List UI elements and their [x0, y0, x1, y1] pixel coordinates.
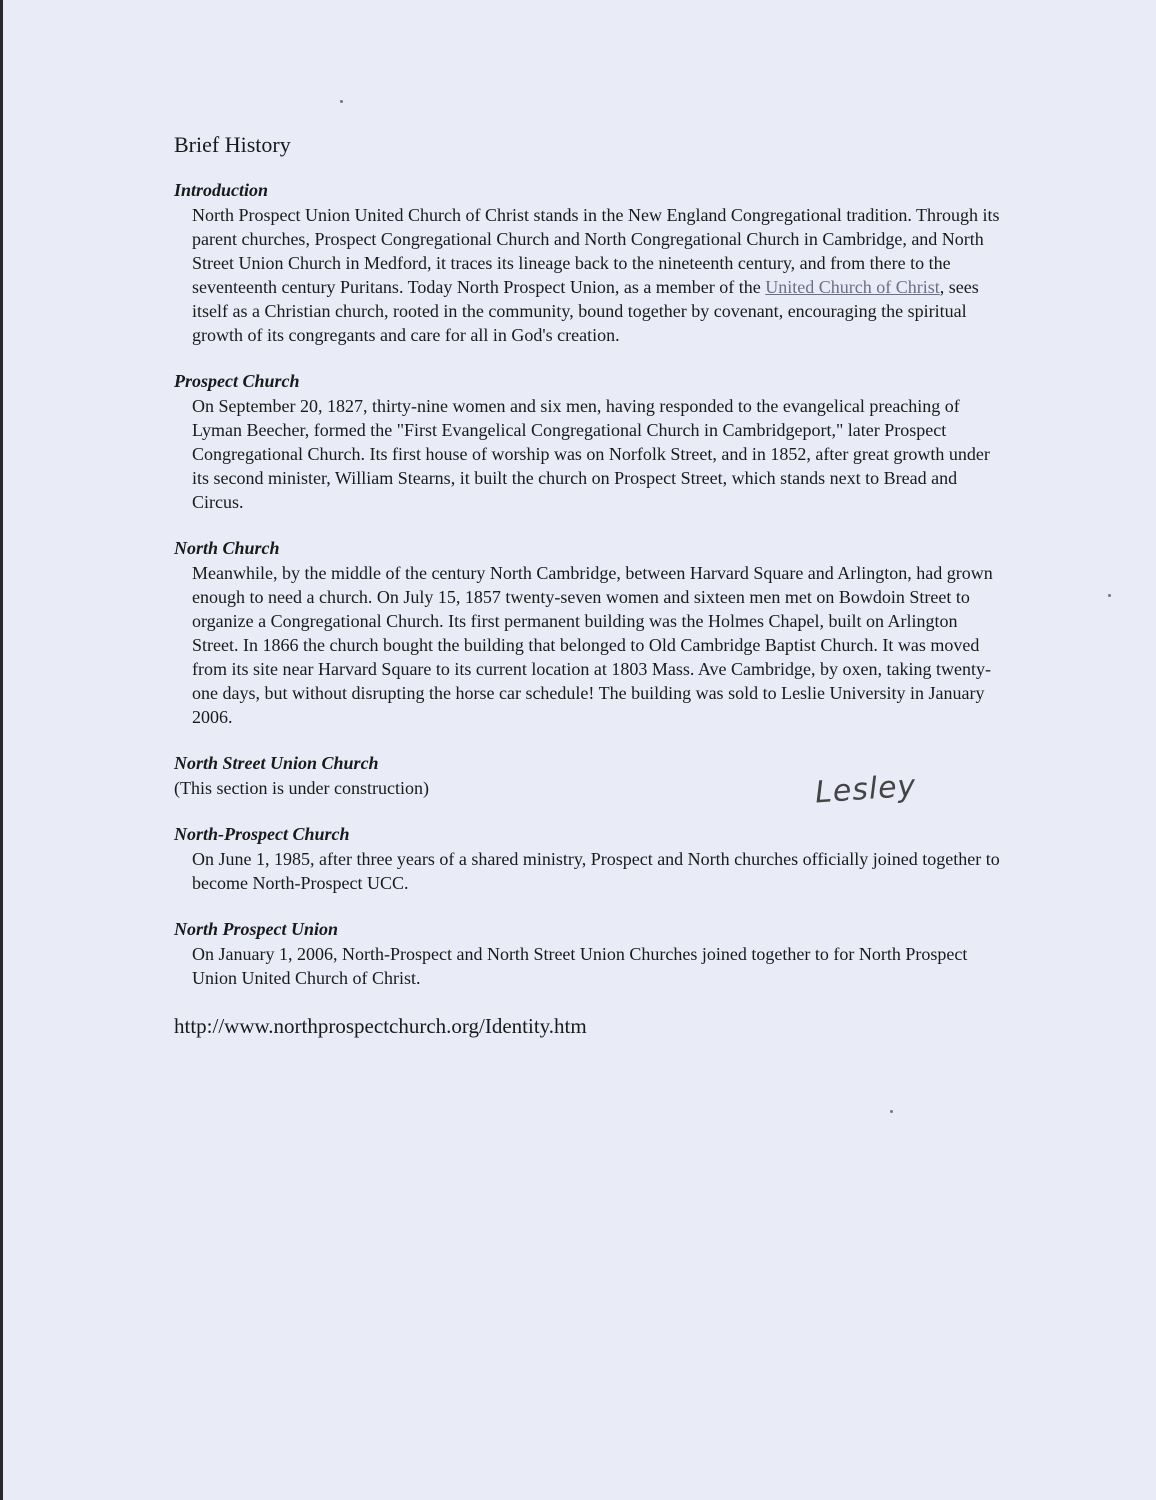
section-body — [174, 203, 1004, 347]
handwritten-note: Lesley — [813, 768, 918, 811]
page-title: Brief History — [174, 132, 291, 157]
section-heading: North Street Union Church — [174, 753, 379, 773]
section-north-prospect-union — [174, 919, 1004, 990]
scan-speck — [890, 1110, 893, 1113]
section-body: On September 20, 1827, thirty-nine women and six men, having responded to the evangelical preaching of Lyman Beecher, formed the "First Evangelical Congregational Church in Cambridgeport," later Prospect Congregational Church. Its first house of worship was on Norfolk Street, and in 1852, after great growth under its second minister, William Stearns, it built the church on Prospect Street, which stands next to Bread and Circus. — [192, 396, 990, 512]
scan-speck — [340, 100, 343, 103]
section-body: On January 1, 2006, North-Prospect and North Street Union Churches joined together to for North Prospect Union United Church of Christ. — [192, 944, 968, 988]
section-body: On June 1, 1985, after three years of a shared ministry, Prospect and North churches officially joined together to become North-Prospect UCC. — [192, 849, 1000, 893]
section-heading: Introduction — [174, 180, 269, 200]
section-body: (This section is under construction) — [174, 778, 429, 798]
section-north-church — [174, 538, 1004, 729]
section-introduction — [174, 180, 1004, 347]
page-edge — [0, 0, 3, 1500]
intro-text-before: North Prospect Union United Church of Christ stands in the New England Congregational tradition. Through its parent churches, Prospect Congregational Church and North Congregational Church in Cambridge, and North Street Union Church in Medford, it traces its lineage back to the nineteenth century, and from there to the seventeenth century Puritans. Today North Prospect Union, as a member of the — [192, 205, 1000, 297]
source-url: http://www.northprospectchurch.org/Identity.htm — [174, 1014, 587, 1038]
scan-speck — [1108, 594, 1111, 597]
section-heading: North-Prospect Church — [174, 824, 350, 844]
section-heading: Prospect Church — [174, 371, 300, 391]
intro-text-after: , sees itself as a Christian church, rooted in the community, bound together by covenant, encouraging the spiritual growth of its congregants and care for all in God's creation. — [192, 277, 979, 345]
section-north-prospect-church — [174, 824, 1004, 895]
section-heading: North Church — [174, 538, 280, 558]
section-body: Meanwhile, by the middle of the century North Cambridge, between Harvard Square and Arlington, had grown enough to need a church. On July 15, 1857 twenty-seven women and sixteen men met on Bowdoin Street to organize a Congregational Church. Its first permanent building was the Holmes Chapel, built on Arlington Street. In 1866 the church bought the building that belonged to Old Cambridge Baptist Church. It was moved from its site near Harvard Square to its current location at 1803 Mass. Ave Cambridge, by oxen, taking twenty-one days, but without disrupting the horse car schedule! The building was sold to Leslie University in January 2006. — [192, 563, 993, 727]
section-prospect-church — [174, 371, 1004, 514]
section-heading: North Prospect Union — [174, 919, 339, 939]
ucc-link[interactable]: United Church of Christ — [765, 277, 940, 297]
document — [174, 132, 1004, 1039]
